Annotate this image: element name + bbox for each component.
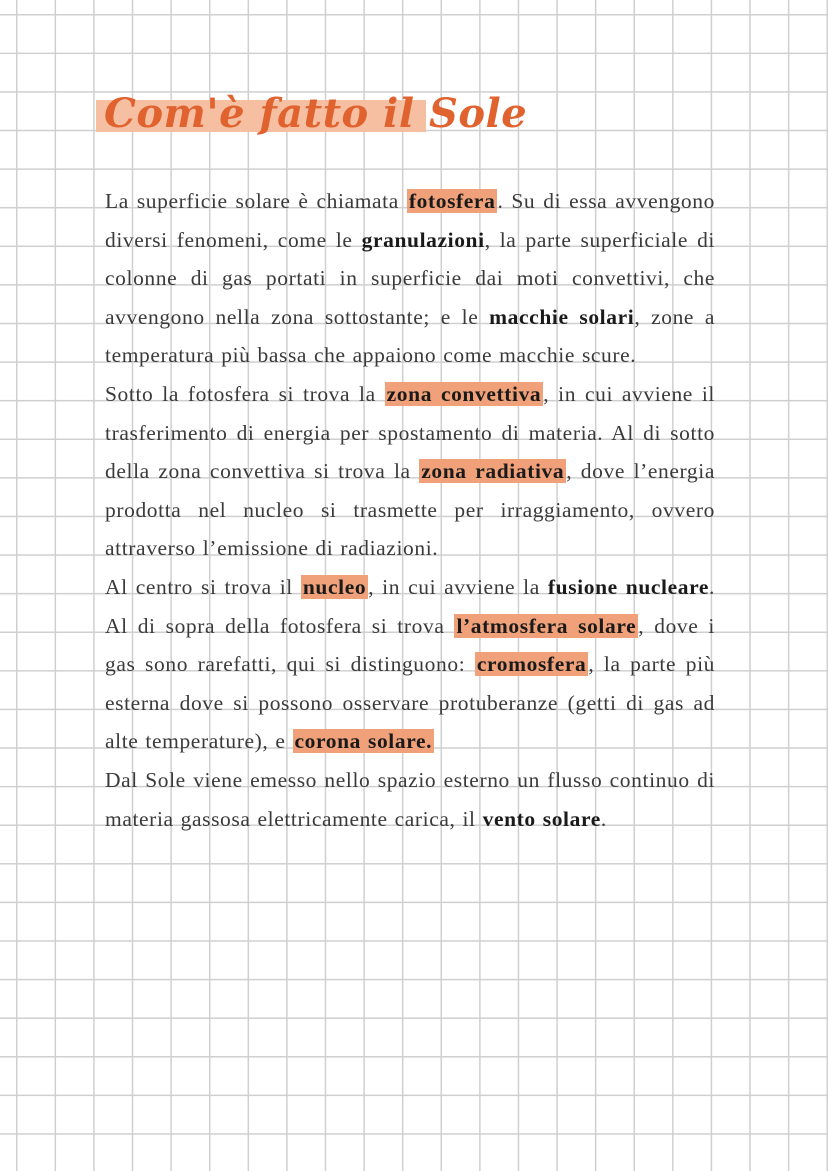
paragraph-fotosfera [105,182,715,375]
text-run: La superficie solare è chiamata [105,189,407,213]
paragraph-zone [105,375,715,568]
text-run: Sotto la fotosfera si trova la [105,381,385,406]
text-run: , zone a temperatura più bassa che appaiono come macchie scure. [105,304,715,368]
text-run: , la parte più esterna dove si possono osservare protuberanze (getti di gas ad alte temperature), e [105,652,715,754]
bold-vento-solare: vento solare [482,806,601,831]
highlight-corona-solare: corona solare. [294,729,433,754]
highlight-zona-convettiva: zona convettiva [386,381,542,406]
highlight-nucleo: nucleo [302,574,367,599]
text-run: Al centro si trova il [105,574,301,599]
text-run: , la parte superficiale di colonne di gas portati in superficie dai moti convettivi, che avvengono nella zona sottostante; e le [105,227,715,329]
text-run: , in cui avviene il trasferimento di energia per spostamento di materia. Al di sotto della zona convettiva si trova la [105,381,715,484]
highlight-cromosfera: cromosfera [476,652,587,677]
highlight-zona-radiativa: zona radiativa [421,459,565,484]
text-run: , dove l’energia prodotta nel nucleo si trasmette per irraggiamento, ovvero attraverso l’emissione di radiazioni. [105,459,715,561]
bold-fusione-nucleare: fusione nucleare [547,574,710,599]
highlight-fotosfera: fotosfera [408,189,496,213]
paragraph-nucleo [105,568,715,761]
bold-granulazioni: granulazioni [361,227,485,252]
title-block [96,82,527,152]
paragraph-vento-solare [105,761,715,838]
bold-macchie-solari: macchie solari [489,304,635,329]
text-run: Dal Sole viene emesso nello spazio esterno un flusso continuo di materia gassosa elettricamente carica, il [105,767,715,831]
body-text [105,182,715,838]
highlight-atmosfera-solare: l’atmosfera solare [456,613,637,638]
text-run: . Al di sopra della fotosfera si trova [105,574,715,638]
text-run: . [600,806,607,831]
text-run: . Su di essa avvengono diversi fenomeni, come le [105,189,715,252]
text-run: , in cui avviene la [368,574,548,599]
text-run: , dove i gas sono rarefatti, qui si distinguono: [105,613,715,677]
page-title: Com'è fatto il Sole [104,90,528,137]
